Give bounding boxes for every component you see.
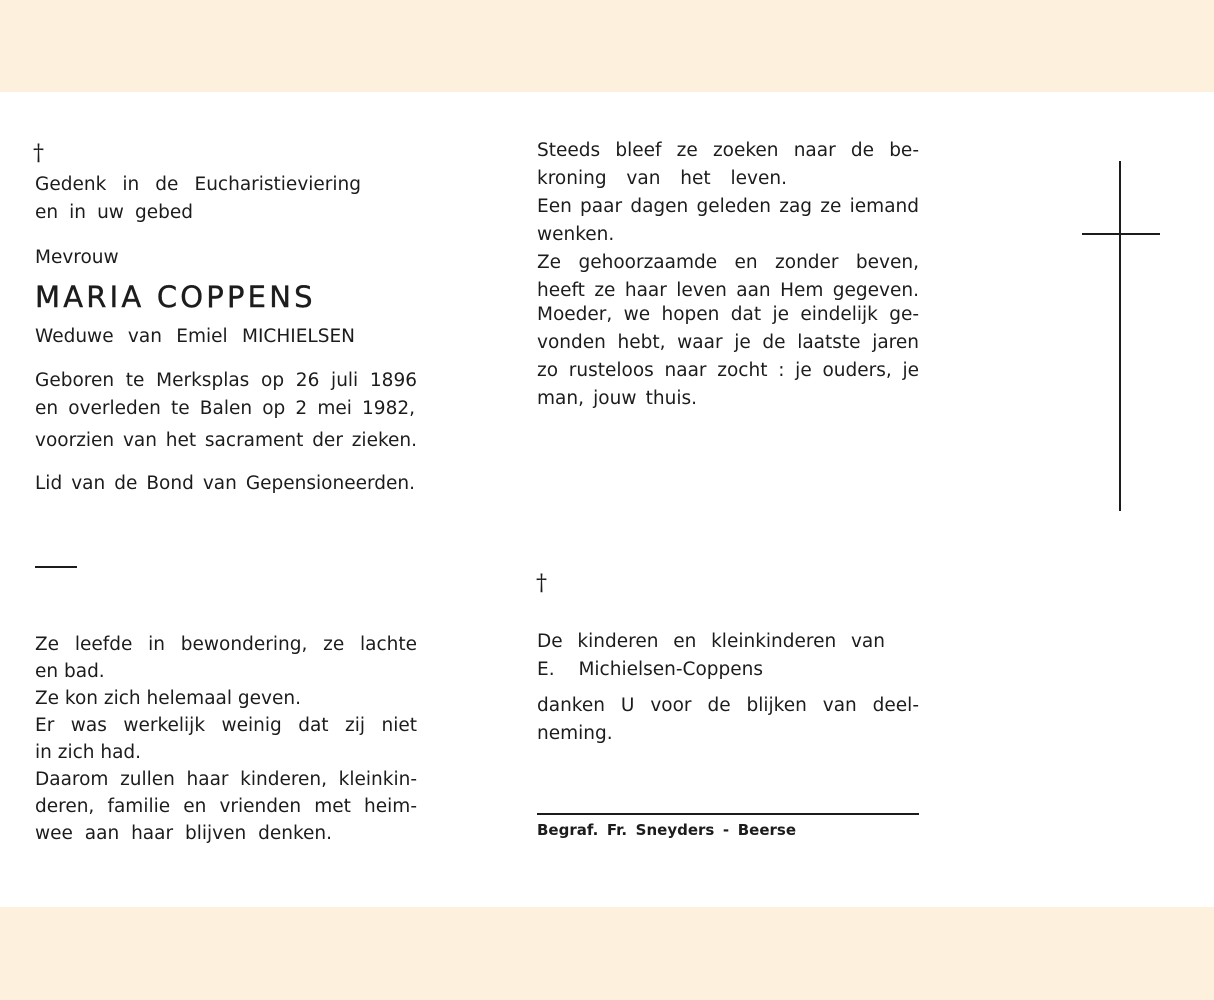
salutation: Mevrouw	[35, 247, 119, 268]
thanks-line-4: neming.	[537, 723, 613, 744]
verse-line: vonden hebt, waar je de laatste jaren	[537, 332, 919, 353]
verse-line: Moeder, we hopen dat je eindelijk ge-	[537, 304, 919, 325]
poem-line: Ze leefde in bewondering, ze lachte	[35, 634, 417, 655]
death-line: en overleden te Balen op 2 mei 1982,	[35, 398, 415, 419]
poem-line: wee aan haar blijven denken.	[35, 823, 332, 844]
intro-line-2: en in uw gebed	[35, 202, 193, 223]
verse-line: Steeds bleef ze zoeken naar de be-	[537, 140, 919, 161]
intro-line-1: Gedenk in de Eucharistieviering	[35, 174, 361, 195]
poem-line: en bad.	[35, 661, 105, 682]
dagger-icon: †	[536, 571, 547, 596]
thanks-line-3: danken U voor de blijken van deel-	[537, 695, 919, 716]
printer-rule	[537, 813, 919, 815]
thanks-line-2: E. Michielsen-Coppens	[537, 659, 763, 680]
poem-line: Er was werkelijk weinig dat zij niet	[35, 715, 417, 736]
verse-line: Ze gehoorzaamde en zonder beven,	[537, 252, 919, 273]
verse-line: wenken.	[537, 224, 615, 245]
thanks-line-1: De kinderen en kleinkinderen van	[537, 631, 885, 652]
deceased-name: MARIA COPPENS	[35, 280, 316, 314]
printer-credit: Begraf. Fr. Sneyders - Beerse	[537, 821, 796, 839]
member-line: Lid van de Bond van Gepensioneerden.	[35, 473, 415, 494]
poem-line: Daarom zullen haar kinderen, kleinkin-	[35, 769, 417, 790]
cross-vertical-bar	[1119, 161, 1121, 511]
poem-line: Ze kon zich helemaal geven.	[35, 688, 301, 709]
poem-line: deren, familie en vrienden met heim-	[35, 796, 417, 817]
widow-of-line: Weduwe van Emiel MICHIELSEN	[35, 326, 355, 347]
poem-line: in zich had.	[35, 742, 142, 763]
verse-line: man, jouw thuis.	[537, 388, 697, 409]
verse-line: heeft ze haar leven aan Hem gegeven.	[537, 280, 919, 301]
verse-line: Een paar dagen geleden zag ze iemand	[537, 196, 919, 217]
divider	[35, 566, 77, 568]
verse-line: zo rusteloos naar zocht : je ouders, je	[537, 360, 919, 381]
cross-horizontal-bar	[1082, 233, 1160, 235]
sacrament-line: voorzien van het sacrament der zieken.	[35, 430, 417, 451]
verse-line: kroning van het leven.	[537, 168, 787, 189]
dagger-icon: †	[33, 141, 44, 166]
birth-line: Geboren te Merksplas op 26 juli 1896	[35, 370, 417, 391]
